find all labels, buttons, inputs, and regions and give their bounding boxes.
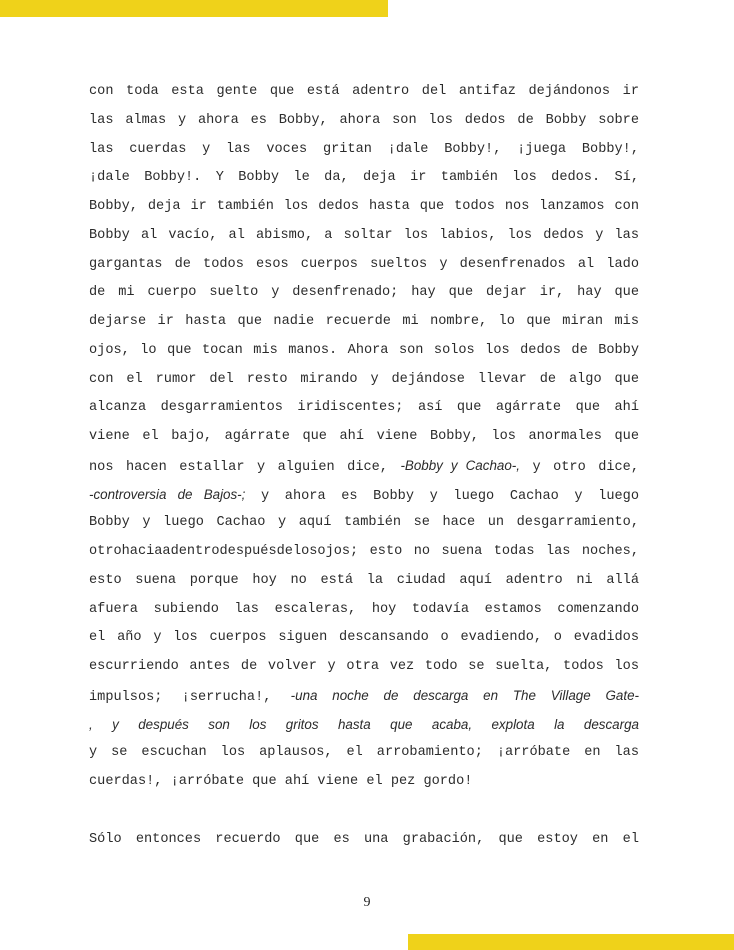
text-segment: de mi cuerpo suelto y desenfrenado; hay que dejar ir, hay que bbox=[89, 285, 639, 301]
text-line bbox=[89, 596, 639, 625]
text-segment: el año y los cuerpos siguen descansando o evadiendo, o evadidos bbox=[89, 630, 639, 646]
italic-quote: , y después son los gritos hasta que acaba, explota la descarga bbox=[89, 716, 639, 732]
italic-quote: -una noche de descarga en The Village Gate- bbox=[290, 687, 639, 703]
text-line bbox=[89, 538, 639, 567]
text-line bbox=[89, 768, 639, 797]
text-line bbox=[89, 653, 639, 682]
text-segment: las cuerdas y las voces gritan ¡dale Bobby!, ¡juega Bobby!, bbox=[89, 141, 639, 157]
top-accent-bar bbox=[0, 0, 388, 17]
text-line bbox=[89, 567, 639, 596]
text-segment: impulsos; ¡serrucha!, bbox=[89, 689, 291, 705]
text-line bbox=[89, 222, 639, 251]
text-segment: viene el bajo, agárrate que ahí viene Bobby, los anormales que bbox=[89, 429, 639, 444]
text-segment: nos hacen estallar y alguien dice, bbox=[89, 459, 401, 475]
text-segment: dejarse ir hasta que nadie recuerde mi nombre, lo que miran mis bbox=[89, 314, 639, 329]
text-line bbox=[89, 711, 639, 740]
text-line bbox=[89, 624, 639, 653]
text-line bbox=[89, 481, 639, 510]
text-line bbox=[89, 308, 639, 337]
text-line bbox=[89, 337, 639, 366]
text-line bbox=[89, 452, 639, 481]
text-line bbox=[89, 682, 639, 711]
italic-quote: -Bobby y Cachao-, bbox=[400, 457, 520, 473]
text-line bbox=[89, 136, 639, 165]
text-segment: afuera subiendo las escaleras, hoy todavía estamos comenzando bbox=[89, 601, 639, 617]
paragraph-1 bbox=[89, 78, 639, 797]
text-line bbox=[89, 78, 639, 107]
text-segment: Bobby y luego Cachao y aquí también se hace un desgarramiento, bbox=[89, 515, 639, 531]
text-segment: esto suena porque hoy no está la ciudad aquí adentro ni allá bbox=[89, 572, 639, 588]
text-line bbox=[89, 394, 639, 423]
paragraph-2 bbox=[89, 826, 639, 855]
text-segment: las almas y ahora es Bobby, ahora son los dedos de Bobby sobre bbox=[89, 112, 639, 128]
text-segment: con toda esta gente que está adentro del antifaz dejándonos ir bbox=[89, 84, 639, 99]
text-segment: cuerdas!, ¡arróbate que ahí viene el pez gordo! bbox=[89, 774, 473, 789]
text-line bbox=[89, 826, 639, 855]
text-line bbox=[89, 739, 639, 768]
italic-quote: -controversia de Bajos-; bbox=[89, 486, 246, 502]
text-segment: gargantas de todos esos cuerpos sueltos y desenfrenados al lado bbox=[89, 256, 639, 272]
page-number: 9 bbox=[363, 895, 371, 910]
text-segment: y otro dice, bbox=[519, 459, 639, 475]
text-segment: y ahora es Bobby y luego Cachao y luego bbox=[245, 488, 639, 504]
text-line bbox=[89, 164, 639, 193]
text-segment: ¡dale Bobby!. Y Bobby le da, deja ir también los dedos. Sí, bbox=[89, 170, 639, 186]
text-segment: con el rumor del resto mirando y dejándose llevar de algo que bbox=[89, 371, 639, 387]
text-segment: ojos, lo que tocan mis manos. Ahora son solos los dedos de Bobby bbox=[89, 342, 639, 358]
text-segment: alcanza desgarramientos iridiscentes; así que agárrate que ahí bbox=[89, 400, 639, 416]
text-line bbox=[89, 107, 639, 136]
text-line bbox=[89, 423, 639, 452]
text-line bbox=[89, 366, 639, 395]
text-segment: otrohaciaadentrodespuésdelosojos; esto no suena todas las noches, bbox=[89, 544, 639, 559]
paragraph-gap bbox=[89, 797, 639, 826]
text-segment: Bobby, deja ir también los dedos hasta que todos nos lanzamos con bbox=[89, 199, 639, 214]
text-line bbox=[89, 279, 639, 308]
bottom-accent-bar bbox=[408, 934, 734, 950]
text-segment: Bobby al vacío, al abismo, a soltar los labios, los dedos y las bbox=[89, 227, 639, 243]
text-line bbox=[89, 193, 639, 222]
text-segment: y se escuchan los aplausos, el arrobamiento; ¡arróbate en las bbox=[89, 745, 639, 761]
text-segment: Sólo entonces recuerdo que es una grabación, que estoy en el bbox=[89, 831, 639, 847]
text-line bbox=[89, 251, 639, 280]
text-segment: escurriendo antes de volver y otra vez todo se suelta, todos los bbox=[89, 659, 639, 674]
body-text bbox=[89, 78, 639, 854]
text-line bbox=[89, 509, 639, 538]
